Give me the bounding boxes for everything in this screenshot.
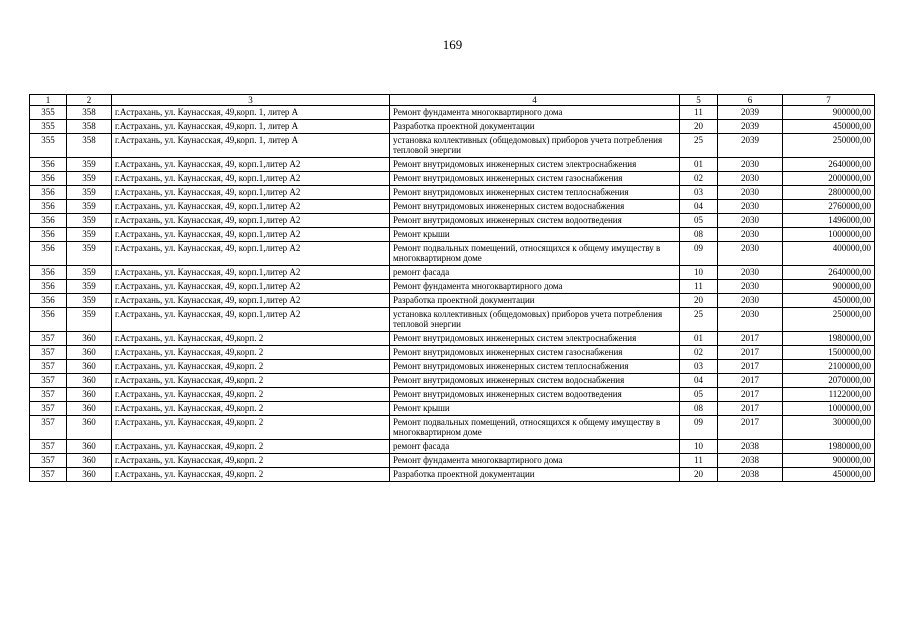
cost-cell: 1500000,00 [783,346,875,360]
address-cell: г.Астрахань, ул. Каунасская, 49,корп. 2 [112,360,390,374]
cost-cell: 1496000,00 [783,214,875,228]
year-cell: 2030 [718,242,783,266]
table-body [30,95,875,482]
work-code-cell: 04 [680,374,718,388]
house-id-cell: 360 [67,402,112,416]
address-cell: г.Астрахань, ул. Каунасская, 49,корп. 2 [112,346,390,360]
column-header: 3 [112,95,390,106]
work-type-cell: Ремонт внутридомовых инженерных систем теплоснабжения [390,360,680,374]
table-row [30,360,875,374]
work-type-cell: Ремонт крыши [390,228,680,242]
table-row [30,294,875,308]
year-cell: 2017 [718,346,783,360]
cost-cell: 2640000,00 [783,266,875,280]
house-id-cell: 358 [67,106,112,120]
row-number-cell: 357 [30,454,67,468]
cost-cell: 250000,00 [783,134,875,158]
column-header: 6 [718,95,783,106]
column-header: 4 [390,95,680,106]
work-code-cell: 01 [680,332,718,346]
row-number-cell: 357 [30,440,67,454]
house-id-cell: 359 [67,186,112,200]
year-cell: 2030 [718,158,783,172]
table-row [30,346,875,360]
cost-cell: 1000000,00 [783,402,875,416]
house-id-cell: 359 [67,242,112,266]
address-cell: г.Астрахань, ул. Каунасская, 49, корп.1,литер А2 [112,266,390,280]
house-id-cell: 360 [67,332,112,346]
row-number-cell: 357 [30,346,67,360]
row-number-cell: 355 [30,134,67,158]
year-cell: 2030 [718,228,783,242]
table-row [30,186,875,200]
work-type-cell: Ремонт внутридомовых инженерных систем водоснабжения [390,374,680,388]
table-row [30,266,875,280]
address-cell: г.Астрахань, ул. Каунасская, 49,корп. 2 [112,468,390,482]
row-number-cell: 356 [30,200,67,214]
cost-cell: 2640000,00 [783,158,875,172]
row-number-cell: 356 [30,186,67,200]
work-code-cell: 20 [680,120,718,134]
work-type-cell: Ремонт внутридомовых инженерных систем водоснабжения [390,200,680,214]
house-id-cell: 359 [67,214,112,228]
row-number-cell: 357 [30,374,67,388]
address-cell: г.Астрахань, ул. Каунасская, 49, корп.1,литер А2 [112,242,390,266]
house-id-cell: 359 [67,294,112,308]
address-cell: г.Астрахань, ул. Каунасская, 49,корп. 2 [112,332,390,346]
row-number-cell: 357 [30,388,67,402]
house-id-cell: 360 [67,374,112,388]
house-id-cell: 359 [67,266,112,280]
year-cell: 2017 [718,374,783,388]
house-id-cell: 359 [67,200,112,214]
table-row [30,134,875,158]
table-row [30,228,875,242]
year-cell: 2038 [718,454,783,468]
table-row [30,416,875,440]
table-row [30,308,875,332]
house-id-cell: 360 [67,360,112,374]
year-cell: 2030 [718,172,783,186]
cost-cell: 450000,00 [783,120,875,134]
year-cell: 2017 [718,388,783,402]
address-cell: г.Астрахань, ул. Каунасская, 49, корп.1,литер А2 [112,308,390,332]
address-cell: г.Астрахань, ул. Каунасская, 49, корп.1,литер А2 [112,172,390,186]
work-type-cell: Ремонт внутридомовых инженерных систем электроснабжения [390,332,680,346]
capital-repair-table [29,94,875,482]
work-code-cell: 11 [680,106,718,120]
work-type-cell: Ремонт внутридомовых инженерных систем теплоснабжения [390,186,680,200]
address-cell: г.Астрахань, ул. Каунасская, 49,корп. 2 [112,416,390,440]
table-row [30,214,875,228]
table-row [30,280,875,294]
year-cell: 2017 [718,332,783,346]
cost-cell: 1122000,00 [783,388,875,402]
row-number-cell: 356 [30,214,67,228]
cost-cell: 450000,00 [783,294,875,308]
work-code-cell: 02 [680,172,718,186]
row-number-cell: 356 [30,280,67,294]
year-cell: 2030 [718,214,783,228]
cost-cell: 300000,00 [783,416,875,440]
work-code-cell: 10 [680,266,718,280]
column-header: 5 [680,95,718,106]
house-id-cell: 360 [67,454,112,468]
work-type-cell: Разработка проектной документации [390,120,680,134]
address-cell: г.Астрахань, ул. Каунасская, 49, корп.1,литер А2 [112,158,390,172]
cost-cell: 1980000,00 [783,440,875,454]
house-id-cell: 358 [67,134,112,158]
column-number-row [30,95,875,106]
row-number-cell: 356 [30,172,67,186]
column-header: 2 [67,95,112,106]
house-id-cell: 359 [67,172,112,186]
address-cell: г.Астрахань, ул. Каунасская, 49,корп. 2 [112,388,390,402]
year-cell: 2030 [718,294,783,308]
work-code-cell: 09 [680,242,718,266]
work-type-cell: Ремонт фундамента многоквартирного дома [390,454,680,468]
work-code-cell: 08 [680,228,718,242]
address-cell: г.Астрахань, ул. Каунасская, 49,корп. 1, литер А [112,134,390,158]
house-id-cell: 359 [67,308,112,332]
year-cell: 2017 [718,416,783,440]
row-number-cell: 356 [30,308,67,332]
address-cell: г.Астрахань, ул. Каунасская, 49,корп. 2 [112,374,390,388]
work-code-cell: 03 [680,186,718,200]
house-id-cell: 359 [67,280,112,294]
work-code-cell: 05 [680,388,718,402]
year-cell: 2030 [718,280,783,294]
table-row [30,332,875,346]
work-type-cell: Ремонт фундамента многоквартирного дома [390,106,680,120]
work-code-cell: 05 [680,214,718,228]
cost-cell: 1000000,00 [783,228,875,242]
work-type-cell: Ремонт внутридомовых инженерных систем электроснабжения [390,158,680,172]
house-id-cell: 360 [67,416,112,440]
row-number-cell: 357 [30,332,67,346]
table-row [30,172,875,186]
work-type-cell: Ремонт фундамента многоквартирного дома [390,280,680,294]
row-number-cell: 356 [30,228,67,242]
work-code-cell: 02 [680,346,718,360]
cost-cell: 2000000,00 [783,172,875,186]
house-id-cell: 358 [67,120,112,134]
house-id-cell: 360 [67,388,112,402]
cost-cell: 2070000,00 [783,374,875,388]
cost-cell: 400000,00 [783,242,875,266]
year-cell: 2039 [718,120,783,134]
cost-cell: 2800000,00 [783,186,875,200]
work-type-cell: Ремонт внутридомовых инженерных систем газоснабжения [390,172,680,186]
table-row [30,106,875,120]
row-number-cell: 356 [30,158,67,172]
work-code-cell: 04 [680,200,718,214]
work-type-cell: Ремонт внутридомовых инженерных систем водоотведения [390,388,680,402]
cost-cell: 900000,00 [783,280,875,294]
table-row [30,454,875,468]
column-header: 1 [30,95,67,106]
year-cell: 2039 [718,106,783,120]
house-id-cell: 360 [67,468,112,482]
work-type-cell: Ремонт подвальных помещений, относящихся к общему имуществу в многоквартирном доме [390,242,680,266]
address-cell: г.Астрахань, ул. Каунасская, 49, корп.1,литер А2 [112,200,390,214]
address-cell: г.Астрахань, ул. Каунасская, 49, корп.1,литер А2 [112,280,390,294]
cost-cell: 2760000,00 [783,200,875,214]
work-type-cell: установка коллективных (общедомовых) приборов учета потребления тепловой энергии [390,308,680,332]
row-number-cell: 357 [30,416,67,440]
cost-cell: 2100000,00 [783,360,875,374]
cost-cell: 900000,00 [783,454,875,468]
address-cell: г.Астрахань, ул. Каунасская, 49,корп. 1, литер А [112,120,390,134]
year-cell: 2039 [718,134,783,158]
address-cell: г.Астрахань, ул. Каунасская, 49,корп. 2 [112,454,390,468]
table-row [30,242,875,266]
row-number-cell: 356 [30,242,67,266]
work-code-cell: 01 [680,158,718,172]
address-cell: г.Астрахань, ул. Каунасская, 49,корп. 2 [112,440,390,454]
address-cell: г.Астрахань, ул. Каунасская, 49, корп.1,литер А2 [112,294,390,308]
table-row [30,158,875,172]
house-id-cell: 360 [67,440,112,454]
year-cell: 2038 [718,440,783,454]
row-number-cell: 355 [30,120,67,134]
work-code-cell: 09 [680,416,718,440]
year-cell: 2038 [718,468,783,482]
work-type-cell: Разработка проектной документации [390,468,680,482]
work-type-cell: Ремонт внутридомовых инженерных систем газоснабжения [390,346,680,360]
house-id-cell: 359 [67,228,112,242]
column-header: 7 [783,95,875,106]
work-code-cell: 08 [680,402,718,416]
row-number-cell: 356 [30,266,67,280]
table-row [30,200,875,214]
work-type-cell: Ремонт подвальных помещений, относящихся к общему имуществу в многоквартирном доме [390,416,680,440]
work-type-cell: ремонт фасада [390,440,680,454]
table-row [30,120,875,134]
table-row [30,388,875,402]
row-number-cell: 357 [30,360,67,374]
table-row [30,402,875,416]
year-cell: 2030 [718,200,783,214]
house-id-cell: 359 [67,158,112,172]
row-number-cell: 357 [30,468,67,482]
table-row [30,374,875,388]
address-cell: г.Астрахань, ул. Каунасская, 49, корп.1,литер А2 [112,214,390,228]
table-row [30,468,875,482]
work-code-cell: 20 [680,468,718,482]
row-number-cell: 357 [30,402,67,416]
work-code-cell: 25 [680,308,718,332]
address-cell: г.Астрахань, ул. Каунасская, 49,корп. 2 [112,402,390,416]
work-type-cell: Ремонт крыши [390,402,680,416]
work-type-cell: установка коллективных (общедомовых) приборов учета потребления тепловой энергии [390,134,680,158]
work-code-cell: 11 [680,454,718,468]
year-cell: 2030 [718,186,783,200]
cost-cell: 900000,00 [783,106,875,120]
work-code-cell: 11 [680,280,718,294]
work-type-cell: Ремонт внутридомовых инженерных систем водоотведения [390,214,680,228]
work-code-cell: 20 [680,294,718,308]
address-cell: г.Астрахань, ул. Каунасская, 49,корп. 1, литер А [112,106,390,120]
row-number-cell: 356 [30,294,67,308]
page-number: 169 [442,37,463,52]
address-cell: г.Астрахань, ул. Каунасская, 49, корп.1,литер А2 [112,228,390,242]
work-type-cell: Разработка проектной документации [390,294,680,308]
cost-cell: 450000,00 [783,468,875,482]
work-type-cell: ремонт фасада [390,266,680,280]
year-cell: 2030 [718,308,783,332]
cost-cell: 1980000,00 [783,332,875,346]
work-code-cell: 03 [680,360,718,374]
house-id-cell: 360 [67,346,112,360]
year-cell: 2017 [718,402,783,416]
address-cell: г.Астрахань, ул. Каунасская, 49, корп.1,литер А2 [112,186,390,200]
work-code-cell: 10 [680,440,718,454]
year-cell: 2030 [718,266,783,280]
row-number-cell: 355 [30,106,67,120]
cost-cell: 250000,00 [783,308,875,332]
work-code-cell: 25 [680,134,718,158]
year-cell: 2017 [718,360,783,374]
table-row [30,440,875,454]
